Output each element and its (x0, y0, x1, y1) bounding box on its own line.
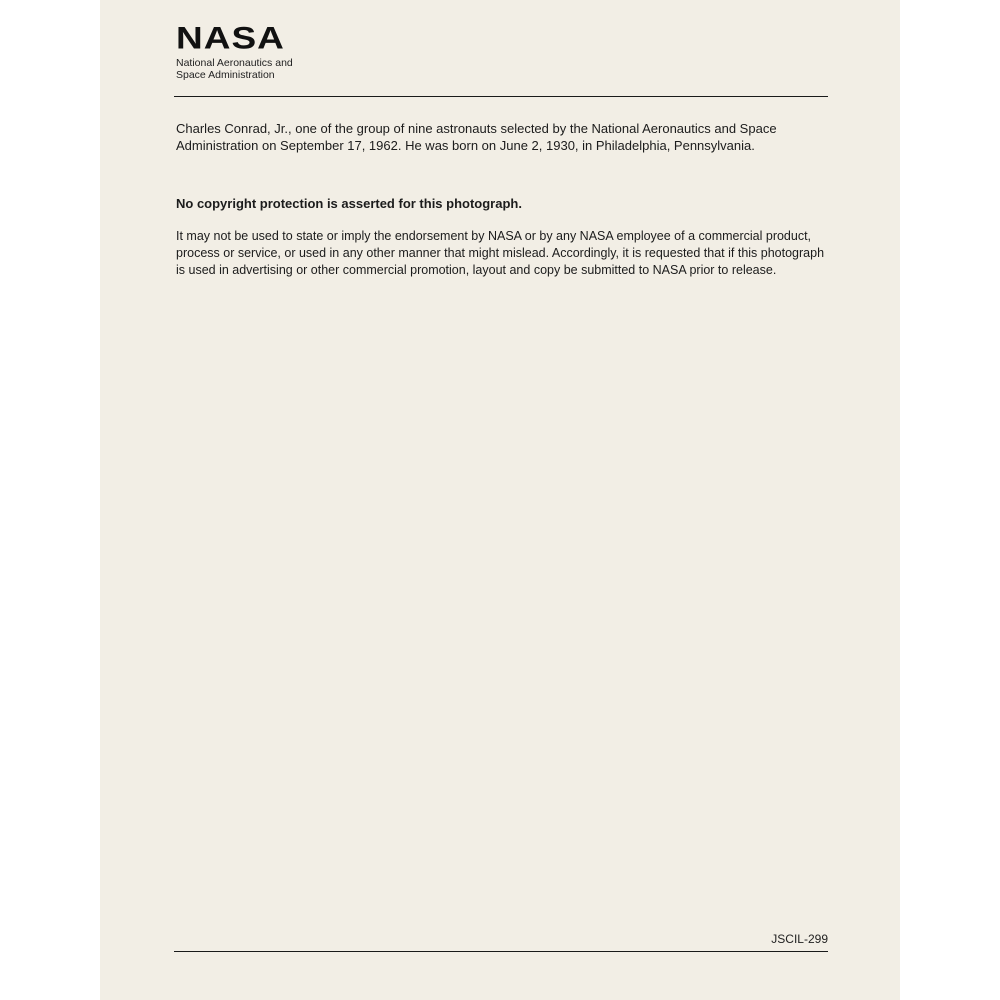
agency-name (176, 57, 293, 81)
usage-disclaimer: It may not be used to state or imply the endorsement by NASA or by any NASA employee of a commercial product, process or service, or used in any other manner that might mislead. Accordingly, it is requested that if this photograph is used in advertising or other commercial promotion, layout and copy be submitted to NASA prior to release. (176, 229, 825, 277)
document-code: JSCIL-299 (771, 932, 828, 946)
copyright-notice: No copyright protection is asserted for this photograph. (176, 196, 522, 211)
agency-name-line-1: National Aeronautics and (176, 57, 293, 69)
header-divider (174, 96, 828, 97)
agency-name-line-2: Space Administration (176, 69, 275, 81)
biography-paragraph: Charles Conrad, Jr., one of the group of nine astronauts selected by the National Aeronautics and Space Administration on September 17, 1962. He was born on June 2, 1930, in Philadelphia, Pennsylvania. (176, 121, 777, 153)
document-page (100, 0, 900, 1000)
nasa-logo: NASA (176, 20, 285, 56)
footer-divider (174, 951, 828, 952)
